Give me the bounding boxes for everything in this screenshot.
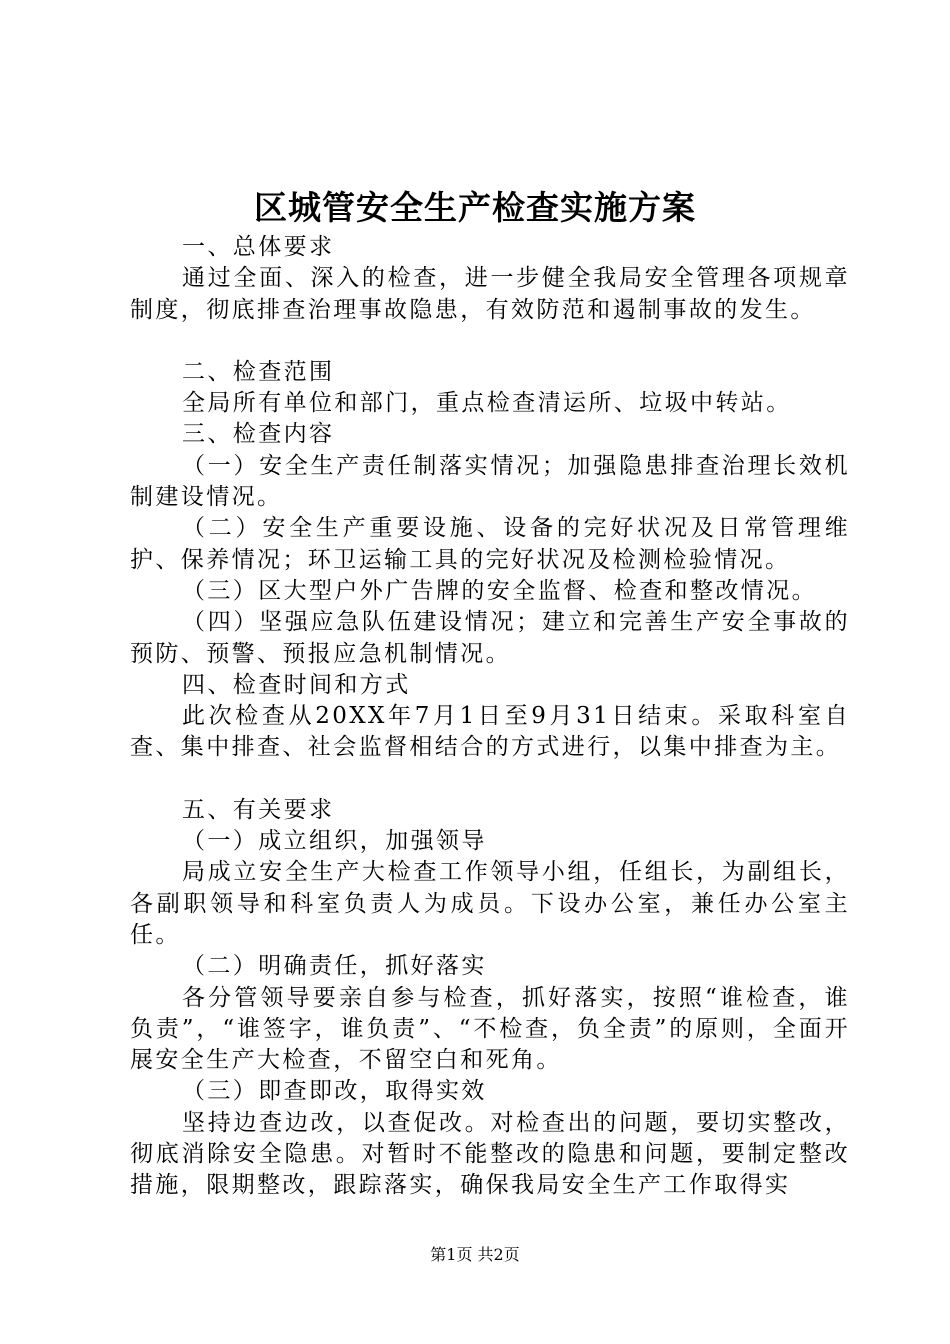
body-paragraph: （四）坚强应急队伍建设情况；建立和完善生产安全事故的预防、预警、预报应急机制情况。 (130, 609, 850, 667)
body-paragraph: 全局所有单位和部门，重点检查清运所、垃圾中转站。 (182, 390, 792, 417)
section-heading: 四、检查时间和方式 (182, 671, 411, 698)
document-body (130, 232, 850, 1202)
section-heading: 五、有关要求 (182, 796, 335, 823)
subsection-heading: （二）明确责任，抓好落实 (182, 953, 487, 980)
body-paragraph: 此次检查从20XX年7月1日至9月31日结束。采取科室自查、集中排查、社会监督相结合的方式进行，以集中排查为主。 (130, 703, 850, 761)
section-heading: 二、检查范围 (182, 358, 335, 385)
body-paragraph: 坚持边查边改，以查促改。对检查出的问题，要切实整改，彻底消除安全隐患。对暂时不能整改的隐患和问题，要制定整改措施，限期整改，跟踪落实，确保我局安全生产工作取得实 (130, 1109, 850, 1199)
body-paragraph: （三）区大型户外广告牌的安全监督、检查和整改情况。 (182, 577, 817, 604)
page-footer: 第1页 共2页 (430, 1245, 520, 1264)
body-paragraph: 局成立安全生产大检查工作领导小组，任组长，为副组长，各副职领导和科室负责人为成员。下设办公室，兼任办公室主任。 (130, 859, 850, 948)
body-paragraph: （一）安全生产责任制落实情况；加强隐患排查治理长效机制建设情况。 (130, 452, 850, 511)
subsection-heading: （一）成立组织，加强领导 (182, 828, 487, 855)
subsection-heading: （三）即查即改，取得实效 (182, 1078, 487, 1105)
section-heading: 三、检查内容 (182, 421, 335, 448)
body-paragraph: （二）安全生产重要设施、设备的完好状况及日常管理维护、保养情况；环卫运输工具的完好状况及检测检验情况。 (130, 515, 850, 573)
section-heading: 一、总体要求 (182, 234, 335, 260)
document-title: 区城管安全生产检查实施方案 (254, 188, 696, 227)
body-paragraph: 各分管领导要亲自参与检查，抓好落实，按照“谁检查，谁负责”，“谁签字，谁负责”、“不检查，负全责”的原则，全面开展安全生产大检查，不留空白和死角。 (130, 984, 850, 1074)
body-paragraph: 通过全面、深入的检查，进一步健全我局安全管理各项规章制度，彻底排查治理事故隐患，有效防范和遏制事故的发生。 (130, 265, 850, 323)
